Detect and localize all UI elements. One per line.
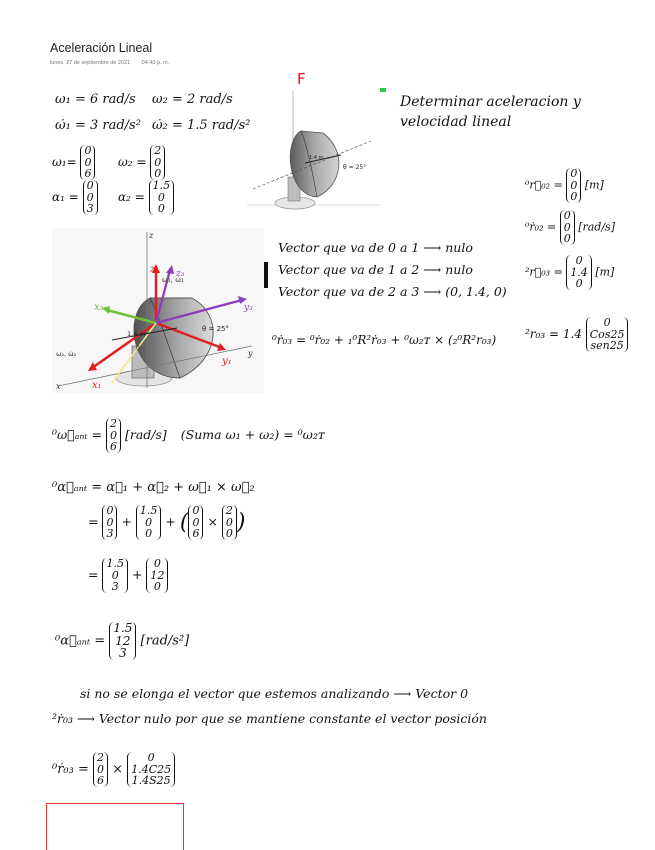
fig2-label-y: y	[248, 349, 253, 358]
omega1dot-def: ω̇₁ = 3 rad/s²	[55, 118, 141, 133]
fig2-label-x2: x₂	[94, 302, 104, 313]
note-null-vector: ²ṙ₀₃ ⟶ Vector nulo por que se mantiene constante el vector posición	[52, 711, 487, 726]
fig2-label-omega2: ω₂, ω̇₂	[56, 350, 77, 358]
omega-ant-row: ⁰ω⃗ₐₙₜ = 2 0 6 [rad/s] (Suma ω₁ + ω₂) = ⁰ω₂ᴛ	[52, 417, 325, 454]
r03-vector: ²r⃗₀₃ = 0 1.4 0 [m]	[525, 254, 615, 291]
fig1-length-label: 1.4 m	[309, 155, 324, 161]
page-title: Aceleración Lineal	[50, 41, 153, 55]
dish-small-illustration	[243, 85, 383, 223]
final-velocity-row: ⁰ṙ₀₃ = 2 0 6 × 0 1.4C25 1.4S25	[52, 752, 175, 787]
fig2-label-x: x	[56, 382, 61, 391]
fig1-angle-label: θ = 25°	[343, 164, 367, 171]
r03-trig-vector: ²r₀₃ = 1.4 0 Cos25 sen25	[525, 317, 628, 352]
fig2-label-origin: 0	[136, 345, 140, 352]
fig2-label-z3: z₃	[176, 269, 185, 279]
omega2-def: ω₂ = 2 rad/s	[152, 92, 233, 107]
vector-line-2-3: Vector que va de 2 a 3 ⟶ (0, 1.4, 0)	[278, 284, 507, 299]
fig2-label-angle: θ = 25°	[202, 325, 230, 333]
fig2-label-length: 1.4 m	[127, 330, 146, 338]
dish-frames-illustration	[52, 228, 264, 393]
omega2dot-def: ω̇₂ = 1.5 rad/s²	[152, 118, 251, 133]
alpha-ant-expansion: = 0 0 3 + 1.5 0 0 + ( 0 0 6 × 2 0 0 )	[88, 504, 246, 541]
r02-vector: ⁰r⃗₀₂ = 0 0 0 [m]	[525, 167, 604, 204]
figure-dish-frames	[52, 228, 264, 393]
alpha-ant-sum: = 1.5 0 3 + 0 12 0	[88, 558, 168, 593]
divider-mark	[264, 262, 268, 288]
fig2-label-z: z	[149, 231, 154, 240]
alpha-ant-equation: ⁰α⃗ₐₙₜ = α⃗₁ + α⃗₂ + ω⃗₁ × ω⃗₂	[52, 480, 255, 495]
r02dot-vector: ⁰ṙ₀₂ = 0 0 0 [rad/s]	[525, 209, 615, 246]
page-date: lunes, 27 de septiembre de 2021	[50, 60, 131, 66]
velocity-equation: ⁰ṙ₀₃ = ⁰ṙ₀₂ + ₁⁰R²ṙ₀₃ + ⁰ω₂ᴛ × (₂⁰R²r₀₃)	[272, 333, 497, 347]
page-meta	[50, 60, 169, 66]
fig2-label-z1: z₁	[150, 264, 160, 275]
note-elongation: si no se elonga el vector que estemos analizando ⟶ Vector 0	[80, 686, 469, 701]
alpha2-vector: α₂ = 1.5 0 0	[118, 180, 174, 215]
omega1-vector: ω₁= 0 0 6	[52, 145, 95, 180]
vector-line-1-2: Vector que va de 1 a 2 ⟶ nulo	[278, 262, 473, 277]
omega2-vector: ω₂ = 2 0 0	[118, 145, 165, 180]
figure-dish-small	[243, 85, 383, 223]
fig2-label-x1: x₁	[92, 380, 102, 391]
vector-line-0-1: Vector que va de 0 a 1 ⟶ nulo	[278, 240, 473, 255]
fig2-label-y1: y₁	[222, 356, 232, 367]
alpha-ant-result: ⁰α⃗ₐₙₜ = 1.5 12 3 [rad/s²]	[55, 621, 190, 661]
fig2-label-y3: y₃	[244, 303, 253, 313]
page-time: 04:40 p. m.	[141, 60, 170, 66]
omega1-def: ω₁ = 6 rad/s	[55, 92, 136, 107]
task-statement: Determinar aceleracion y velocidad lineal	[400, 94, 581, 131]
red-answer-box	[46, 803, 184, 850]
alpha1-vector: α₁ = 0 0 3	[52, 180, 98, 215]
red-annotation-mark: F	[297, 70, 306, 88]
fig2-label-omega1: ω₁, ω̇₁	[162, 276, 184, 284]
